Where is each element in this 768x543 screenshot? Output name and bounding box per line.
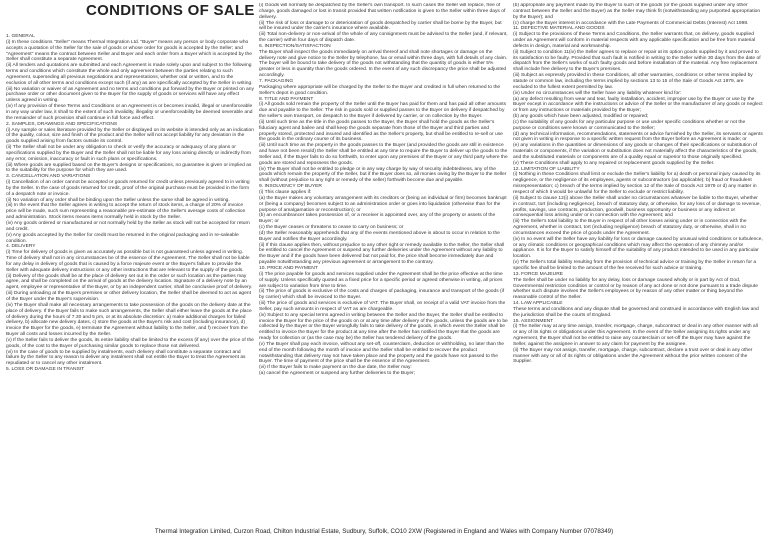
clause-paragraph: (i) Cancellation of an order cannot be accepted or goods returned for credit unless previously agreed to in writing by the Seller. In the case of goods returned for credit, proof of the original purchase must be provided in the form of a despatch note or invoice.	[6, 180, 250, 197]
clause-paragraph: (iii) Until such time as the property in the goods passes to the Buyer (and provided the goods are still in existence and have not been resold) the Seller shall be entitled at any time to require the Buyer to deliver up the goods to the Seller and, if the Buyer fails to do so forthwith, to enter upon any premises of the Buyer or any third party where the goods are stored and repossess the goods.	[259, 143, 508, 166]
clause-paragraph: 11. DEFECTIVE MATERIAL AND GOODS	[513, 26, 605, 32]
clause-paragraph: (iii) Subject as expressly provided in these Conditions, all other warranties, conditions or other terms implied by statute or common law, including the terms implied by sections 13 to 15 of the Sale of Goods Act 1979, are excluded to the fullest extent permitted by law.	[513, 73, 753, 90]
clause-paragraph: (v) The Buyer shall pay each invoice, without any set-off, counterclaim, deduction or withholding, no later than the end of the month following the month of invoice and the Seller shall be entitled to recover the product notwithstanding that delivery may not have taken place and the property and the goods have not passed to the Buyer. The time of payment of the price shall be the essence of the Agreement.	[259, 341, 505, 365]
clause-paragraph: (i) The price payable for goods and services supplied under the Agreement shall be the price effective at the time of supply. Unless specifically quoted as a fixed price for a specific period or agreed otherwise in writing, all prices are subject to variation from time to time.	[259, 271, 503, 289]
clause-paragraph: (vi) If the Buyer fails to make payment on the due date, the Seller may:	[259, 365, 412, 371]
clause-paragraph: (ii) The price of goods is exclusive of the costs and charges of packaging, insurance and transport of the goods (if by carrier) which shall be invoiced to the Buyer.	[259, 289, 505, 301]
clause-paragraph: (v) Any goods accepted by the Seller for credit must be returned in the original packaging and in re-saleable condition.	[6, 232, 239, 244]
clause-paragraph: (i) All goods sold remain the property of the Seller until the Buyer has paid for them and has paid all other amounts due and payable to the Seller. The risk in goods sold or supplied passes to the Buyer on delivery if despatched by the seller's own transport, on despatch to the Buyer if delivered by carrier, or on collection by the Buyer.	[259, 102, 507, 120]
clause-paragraph: 6. INSPECTION/SATISFACTION	[259, 43, 331, 49]
terms-column-1	[6, 34, 254, 517]
clause-paragraph: (iii) During unloading at the Buyers premises or other delivery location, the Seller shall be deemed to act as agent of the Buyer under the Buyer's supervision.	[6, 291, 251, 302]
clause-paragraph: (ii) The Buyer may not assign, transfer, mortgage, charge, subcontract, declare a trust over or deal in any other manner with any or all of its rights or obligations under the Agreement without the prior written consent of the Supplier.	[513, 347, 753, 365]
clause-paragraph: 4. DELIVERY	[6, 244, 36, 250]
clause-paragraph: (i) The Seller may at any time assign, transfer, mortgage, charge, subcontract or deal in any other manner with all or any of its rights or obligations under this Agreement. In the event of the Seller assigning its rights under any Agreement, the Buyer shall not be entitled to raise any counterclaim or set-off the Buyer may have against the Seller, against the assignee in answer to any claim for payment by the assignee.	[513, 324, 758, 347]
company-footer: Thermal Integration Limited, Curzon Road, Chilton Industrial Estate, Sudbury, Suffolk, CO10 2XW (Registered in England and Wales with Company Number 07078349)	[154, 528, 614, 535]
clause-paragraph: 13. FORCE MAJEURE	[513, 271, 564, 277]
clause-paragraph: (iv) If any provision of these Terms and Conditions or an Agreement is or becomes invalid, illegal or unenforceable in any way under law, it shall to the extent of such invalidity, illegality or unenforceability be deemed severable and the remainder of such provision shall continue in full force and effect.	[6, 104, 253, 121]
clause-paragraph: 15. ASSIGNMENT	[513, 318, 554, 324]
clause-paragraph: The Seller shall be under no liability for any delay, loss or damage caused wholly or in part by Act of God, Governmental restriction condition or control or by reason of any act done or not done pursuant to a trade dispute whether such dispute involves the Seller's employees or by reason of any other matter or thing beyond the reasonable control of the Seller.	[513, 277, 758, 301]
clause-paragraph: (iii) Total non-delivery or non-arrival of the whole of any consignment must be advised to the Seller (and, if relevant, the carrier) within four days of dispatch date.	[259, 32, 508, 44]
clause-paragraph: 5. LOSS OR DAMAGE IN TRANSIT	[6, 367, 85, 373]
clause-paragraph: (iv) In no event will the Seller have any liability for loss or damage caused by unusual wind conditions or turbulence, or any climatic conditions or geographical conditions which may affect the operation of any chimney and/or appliance. It is for the Buyer to satisfy himself of the suitability of any product intended to be used in any particular location.	[513, 236, 763, 260]
clause-paragraph: (a) the Buyer makes any voluntary arrangement with its creditors or (being an individual or firm) becomes bankrupt or (being a company) becomes subject to an administration order or goes into liquidation (otherwise than for the purpose of amalgamation or reconstruction); or	[259, 195, 507, 213]
clause-paragraph: (ii) No variation of any order shall be binding upon the Seller unless the same shall be agreed in writing.	[6, 197, 230, 203]
clause-paragraph: (v) The Seller's total liability resulting from the provision of technical advice or training by the Seller in return for a specific fee shall be limited to the amount of the fee received for such advice or training.	[513, 260, 757, 271]
clause-paragraph: (d) any technical information, recommendations, statements or advice furnished by the Seller, its servants or agents not given in writing in response to a specific written request from the Buyer before an Agreement is made; or	[513, 131, 763, 143]
clause-paragraph: 14. LAW APPLICABLE	[513, 301, 563, 307]
clause-paragraph: (c) the Buyer ceases or threatens to cease to carry on business; or	[259, 225, 404, 231]
clause-paragraph: (v) These Conditions shall apply to any repaired or replacement goods supplied by the Seller.	[513, 160, 715, 166]
clause-paragraph: (iii) No variation or waiver of an Agreement and no terms and conditions put forward by the Buyer or printed on any purchase order or other document given to the Buyer for the supply of goods or services will have any effect unless agreed in writing.	[6, 86, 254, 104]
clause-paragraph: 2. SAMPLES, DRAWINGS AND SPECIFICATIONS	[6, 121, 118, 127]
clause-paragraph: (iv) The Buyer shall not be entitled to pledge or in any way charge by way of security indebtedness, any of the goods which remain the property of the Seller, but if the Buyer does so, all monies owing by the Buyer to the Seller shall (without prejudice to any right or remedy of the seller) forthwith become due and payable.	[259, 166, 507, 184]
clause-paragraph: (i) Subject to the provisions of these Terms and Conditions, the Seller warrants that, on delivery, goods supplied under an Agreement will conform in material respects with any applicable specification and be free from material defects in design, material and workmanship.	[513, 32, 756, 49]
clause-paragraph: 9. INSOLVENCY OF BUYER	[259, 184, 322, 190]
clause-paragraph: (ii) If this clause applies then, without prejudice to any other right or remedy available to the Seller, the Seller shall be entitled to cancel the Agreement or suspend any further deliveries under the Agreement without any liability to the Buyer and if the goods have been delivered but not paid for, the price shall become immediately due and payable notwithstanding any previous agreement or arrangement to the contrary.	[259, 242, 505, 266]
clause-paragraph: (a) cancel the Agreement or suspend any further deliveries to the Buyer;	[259, 371, 416, 377]
clause-paragraph: (iii) In the event that the Seller agrees in writing to accept the return of stock items, a charge of 20% of invoice price will be made, such sum representing a reasonable pre-estimate of the Seller's average costs of collection and administration. Stock items means items normally held in stock by the Seller.	[6, 203, 246, 221]
clause-paragraph: (ii) The risk of loss or damage to or deterioration of goods despatched by carrier shall be borne by the Buyer, but will be insured under the carrier's insurance where available.	[259, 20, 502, 32]
clause-paragraph: (ii) Until such time as the title in the goods passes to the Buyer, the Buyer shall hold the goods as the Seller's fiduciary agent and bailee and shall keep the goods separate from those of the Buyer and third parties and properly stored, protected and insured and identified as the Seller's property, but shall be entitled to re-sell or use the goods in the ordinary course of its business.	[259, 119, 503, 143]
clause-paragraph: The buyer will be bound to take delivery of the goods not withstanding that the quantity of goods is either 5% greater or less in quantity than the goods ordered. In the event of any such discrepancy the price shall be adjusted accordingly.	[259, 61, 507, 79]
clause-paragraph: (iii) The Seller's total liability to the Buyer in respect of all other losses arising under or in connection with the Agreement, whether in contract, tort (including negligence) breach of statutory duty, or otherwise, shall in no circumstances exceed the price of goods under the Agreement.	[513, 219, 747, 236]
clause-paragraph: 10. PRICE AND PAYMENT	[259, 265, 318, 271]
clause-paragraph: (b) an encumbrancer takes possession of, or a receiver is appointed over, any of the property or assets of the Buyer; or	[259, 213, 496, 225]
clause-paragraph: (i) Any sample or sales literature provided by the Seller or displayed on its website is intended only as an indication of the quality, colour, size and finish of the product and the Seller will not accept liability for any deviation in the goods supplied arising from factors outside its control.	[6, 127, 254, 145]
terms-column-3	[513, 3, 763, 517]
clause-paragraph: (i) Nothing in these Conditions shall limit or exclude the Seller's liability for a) death or personal injury caused by its negligence, or the negligence of its employees, agents or subcontractors (as applicable); b) fraud or fraudulent misrepresentation; c) breach of the terms implied by section 12 of the Sale of Goods Act 1979 or d) any matter in respect of which it would be unlawful for the Seller to exclude or restrict liability.	[513, 172, 761, 195]
clause-paragraph: (ii) Subject to condition 11(iv) the Seller agrees to replace or repair at its option goods supplied by it and proved to its satisfaction to be faulty. Provided that such fault is notified in writing to the Seller within 30 days from the date of dispatch from the Seller's works of such faulty goods and before installation of the material. Any free replacement shall include free delivery to the Buyer's premises.	[513, 49, 761, 73]
clause-paragraph: 12. LIMITATION OF LIABILITY	[513, 166, 580, 172]
clause-paragraph: (d) the Seller reasonably apprehends that any of the events mentioned above is about to occur in relation to the Buyer and notifies the Buyer accordingly.	[259, 230, 500, 242]
clause-paragraph: (b) appropriate any payment made by the Buyer to such of the goods (or the goods supplied under any other contract between the Seller and the Buyer) as the Seller may think fit (notwithstanding any purported appropriation by the Buyer); and	[513, 3, 761, 20]
clause-paragraph: Packaging where appropriate will be charged by the Seller to the Buyer and credited in full when returned to the Seller's depot in good condition.	[259, 84, 501, 96]
terms-column-2	[259, 3, 508, 517]
clause-paragraph: The Buyer shall inspect the goods immediately on arrival thereof and shall note shortages or damage on the delivery note and give notice to the Seller by telephone, fax or email within three days, with full details of any claim.	[259, 49, 508, 61]
clause-paragraph: (e) any variations in the quantities or dimensions of any goods or changes of their specifications or substitution of materials or components, if the variation or substitution does not materially affect the characteristics of the goods, and the substituted materials or components are of a quality equal or superior to those originally specified.	[513, 143, 758, 160]
clause-paragraph: (ii) Subject to clause 12(i) above the Seller shall under no circumstances whatever be liable to the Buyer, whether in contract, tort (including negligence), breach of statutory duty, or otherwise, for any loss of or damage to revenue, profits, savings, use contracts, production, goodwill, business opportunity or business or any indirect or consequential loss arising under or in connection with the Agreement; and	[513, 195, 761, 219]
clause-paragraph: 1. GENERAL	[6, 34, 35, 39]
clause-paragraph: (iii) Where goods are supplied based on the Buyer's designs or specifications, no guarantee is given or implied as to the suitability for the purpose for which they are used.	[6, 162, 252, 174]
clause-paragraph: (v) If the Seller fails to deliver the goods, its entire liability shall be limited to the excess (if any) over the price of the goods, of the cost to the Buyer of purchasing similar goods to replace those not delivered.	[6, 337, 254, 349]
clause-paragraph: (i) This clause applies if:	[259, 190, 312, 195]
clause-paragraph: (ii) All tenders and quotations are submitted and each Agreement is made solely upon and subject to the following terms and conditions which constitute the whole and only agreement between the parties relating to such Agreement, superseding all previous negotiations and representations, whether oral or written, and to the exclusion of all other terms and conditions except such (if any) as are specifically accepted by the Seller in writing.	[6, 63, 253, 86]
clause-paragraph: (i) In these conditions "Seller" means Thermal Integration Ltd. "Buyer" means any person or body corporate who accepts a quotation of the Seller for the sale of goods or whose order for goods is accepted by the Seller; and "Agreement" means the contract between Seller and Buyer and each order from a Buyer which is accepted by the Seller shall constitute a separate Agreement.	[6, 39, 252, 63]
clause-paragraph: (iv) Any goods ordered or manufactured or not normally held by the Seller as stock will not be accepted for return and credit.	[6, 221, 250, 232]
clause-paragraph: (iii) The price of goods and services is exclusive of VAT. The Buyer shall, on receipt of a valid VAT invoice from the Seller, pay such amounts in respect of VAT as are chargeable.	[259, 301, 506, 312]
clause-paragraph: (a) any defect resulting from wear and tear, faulty installation, accident, improper use by the Buyer or use by the Buyer except in accordance with the instructions or advice of the Seller or the manufacturer of any goods or neglect or from any instructions or materials provided by the Buyer;	[513, 96, 763, 114]
clause-paragraph: (ii) The Seller shall not be under any obligation to check or verify the accuracy or adequacy of any plans or specifications supplied by the Buyer and the Seller shall not be liable for any loss arising directly or indirectly from any error, omission, inaccuracy or fault in such plans or specifications.	[6, 145, 251, 162]
clause-paragraph: (i) Time for delivery of goods is given as accurately as possible but is not guaranteed unless agreed in writing. Time of delivery shall not in any circumstances be of the essence of the Agreement. The Seller shall not be liable for any delay in delivery of goods that is caused by a force majeure event or the Buyer's failure to provide the Seller with adequate delivery instructions or any other instructions that are relevant to the supply of the goods.	[6, 250, 250, 273]
clause-paragraph: (ii) Delivery of the goods shall be at the place of delivery set out in the order or such location as the parties may agree, and shall be completed on the arrival of goods at the delivery location. Signature of a delivery note by an agent, employee or representative of the Buyer, or by an independent carrier, shall be conclusive proof of delivery.	[6, 273, 253, 291]
clause-paragraph: (c) the suitability of any goods for any particular purpose or use under specific conditions whether or not the purpose or conditions were known or communicated to the Seller;	[513, 119, 746, 131]
page-title: CONDITIONS OF SALE	[86, 2, 255, 19]
clause-paragraph: (iv) Under no circumstances will the Seller have any liability whatever kind for:	[513, 90, 682, 96]
clause-paragraph: These terms and conditions and any dispute shall be governed and construed in accordance with English law and the jurisdiction shall be the courts of England.	[513, 306, 759, 318]
clause-paragraph: 8. TITLE AND PAYMENT	[259, 96, 314, 102]
clause-paragraph: (vi) In the case of goods to be supplied by instalments, each delivery shall constitute a separate contract and failure by the Seller to any reason to deliver any instalment shall not entitle the Buyer to treat the Agreement as repudiated or to cancel any other instalment.	[6, 349, 246, 367]
clause-paragraph: 3. CANCELLATION AND VARIATIONS	[6, 174, 91, 180]
clause-paragraph: (b) any goods which have been adjusted, modified or repaired;	[513, 114, 649, 120]
clause-paragraph: (c) charge the Buyer interest in accordance with the Late Payments of Commercial Debts (Interest) Act 1998.	[513, 20, 749, 26]
clause-paragraph: (iv) The Buyer shall make all necessary arrangements to take possession of the goods on the delivery date at the place of delivery. If the Buyer fails to make such arrangements, the Seller shall either leave the goods at the place of delivery during the hours of 7.30 and 5 pm, or at its absolute discretion: a) make additional charges for failed delivery, b) allocate new delivery dates, c) store the goods at the Buyer's risk and cost (including insurance), d) invoice the Buyer for the goods, e) terminate the Agreement without liability to the Seller, and f) recover from the Buyer all costs and losses incurred by the Seller.	[6, 302, 252, 338]
clause-paragraph: 7. PACKAGING	[259, 78, 294, 84]
clause-paragraph: (iv) Subject to any special terms agreed in writing between the Seller and the Buyer, the Seller shall be entitled to invoice the Buyer for the price of the goods on or at any time after delivery of the goods, unless the goods are to be collected by the Buyer or the Buyer wrongfully fails to take delivery of the goods, in which event the Seller shall be entitled to invoice the Buyer for the product at any time after the Seller has notified the Buyer that the goods are ready for collection or (as the case may be) the Seller has tendered delivery of the goods.	[259, 312, 508, 342]
clause-paragraph: (i) Goods will normally be despatched by the Seller's own transport. In such cases the Seller will replace, free of charge, goods damaged or lost in transit provided that written notification is given to the Seller within three days of delivery.	[259, 3, 506, 20]
